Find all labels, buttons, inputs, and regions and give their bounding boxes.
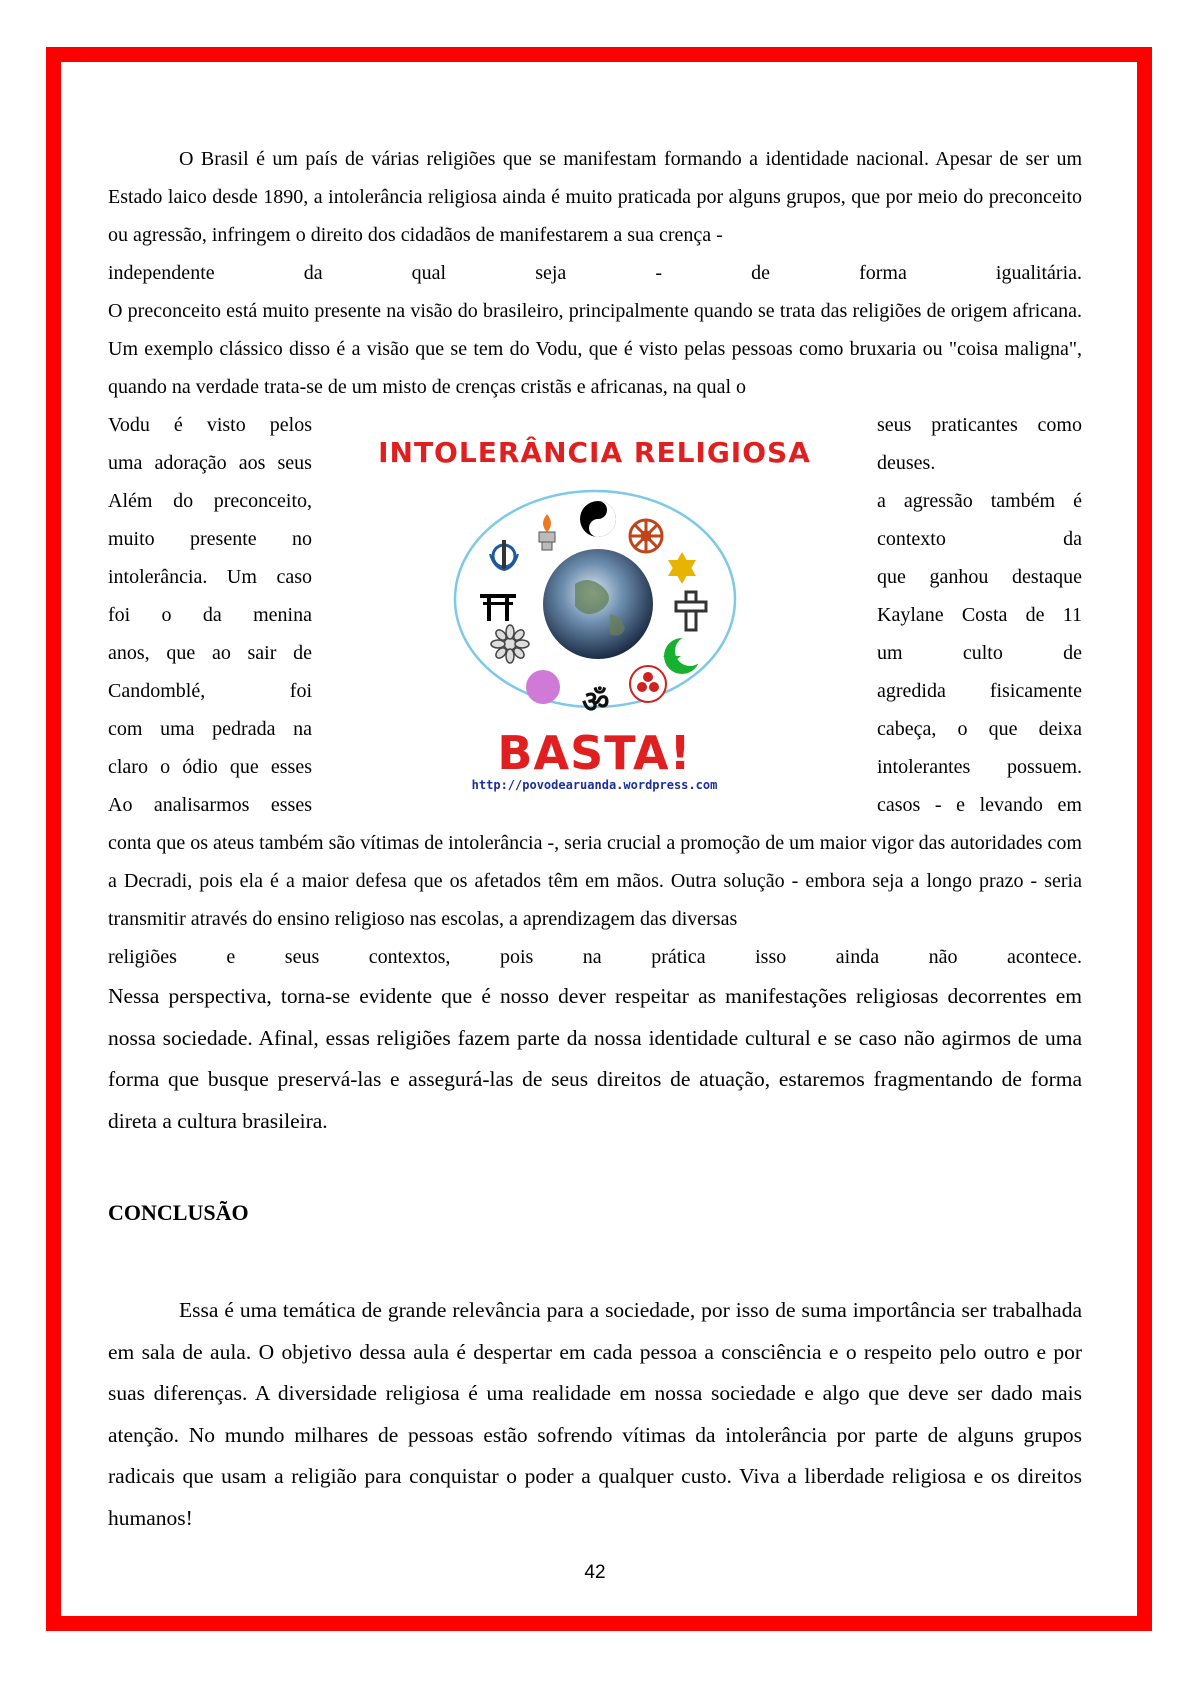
word: seus — [277, 452, 312, 474]
word: qual — [411, 262, 447, 284]
word: não — [928, 946, 958, 968]
column-line — [877, 406, 1082, 444]
word: Um — [226, 566, 257, 588]
word: analisarmos — [153, 794, 250, 816]
word: isso — [755, 946, 787, 968]
word: seja — [535, 262, 567, 284]
lotus-icon — [491, 625, 529, 663]
word: no — [292, 528, 312, 550]
word: religiões — [108, 946, 177, 968]
column-line — [877, 672, 1082, 710]
word: em — [1057, 794, 1082, 816]
paragraph-conclusion: Essa é uma temática de grande relevância para a sociedade, por isso de suma importância ser trabalhada em sala de aula. O objetivo dessa aula é despertar em cada pessoa a consciência e o respeito pelo outro e por suas diferenças. A diversidade religiosa é uma realidade em nossa sociedade e algo que deve ser dado mais atenção. No mundo milhares de pessoas estão sofrendo vítimas da intolerância por parte de alguns grupos radicais que usam a religião para conquistar o poder a qualquer custo. Viva a liberdade religiosa e os direitos humanos! — [108, 1298, 1082, 1530]
column-line — [108, 786, 312, 824]
right-column — [877, 406, 1082, 824]
word: do — [173, 490, 194, 512]
word: possuem. — [1007, 756, 1082, 778]
word: pelos — [269, 414, 312, 436]
paragraph-prejudice: O preconceito está muito presente na visão do brasileiro, principalmente quando se trata das religiões de origem africana. Um exemplo clássico disso é a visão que se tem do Vodu, que é visto pelas pessoas como bruxaria ou "coisa maligna", quando na verdade trata-se de um misto de crenças cristãs e africanas, na qual o — [108, 300, 1082, 398]
column-line — [108, 748, 312, 786]
word: deixa — [1038, 718, 1082, 740]
column-line — [877, 710, 1082, 748]
column-line — [108, 520, 312, 558]
column-line — [877, 786, 1082, 824]
word: Ao — [108, 794, 133, 816]
word: caso — [276, 566, 312, 588]
word: ganhou — [929, 566, 989, 588]
word: uma — [108, 452, 143, 474]
word: de — [751, 262, 770, 284]
word: muito — [108, 528, 155, 550]
word: agredida — [877, 680, 946, 702]
word: menina — [253, 604, 312, 626]
word: da — [1063, 528, 1082, 550]
text-wrap-around-figure — [108, 406, 1082, 824]
word: de — [1025, 604, 1045, 626]
column-line — [877, 596, 1082, 634]
word: casos — [877, 794, 921, 816]
word: da — [202, 604, 222, 626]
word: intolerância. — [108, 566, 208, 588]
column-line — [108, 444, 312, 482]
word: o — [161, 604, 172, 626]
paragraph-perspective: Nessa perspectiva, torna-se evidente que é nosso dever respeitar as manifestações religiosas decorrentes em nossa sociedade. Afinal, essas religiões fazem parte da nossa identidade cultural e se caso não agirmos de uma forma que busque preservá-las e assegurá-las de seus direitos de atuação, estaremos fragmentando de forma direta a cultura brasileira. — [108, 984, 1082, 1133]
column-line — [108, 482, 312, 520]
word: agressão — [903, 490, 973, 512]
column-line — [877, 444, 1082, 482]
word: é — [173, 414, 183, 436]
om-icon: ॐ — [581, 685, 609, 720]
word: - — [934, 794, 942, 816]
page-number: 42 — [584, 1562, 606, 1583]
word: na — [293, 718, 312, 740]
word: como — [1037, 414, 1082, 436]
word: foi — [108, 604, 131, 626]
word: também — [990, 490, 1056, 512]
column-line — [877, 558, 1082, 596]
left-column — [108, 406, 312, 824]
word: ao — [211, 642, 231, 664]
word: esses — [270, 794, 312, 816]
column-line — [877, 482, 1082, 520]
word: a — [877, 490, 886, 512]
poster-image — [340, 406, 850, 792]
word: prática — [651, 946, 706, 968]
page-content — [108, 140, 1082, 1539]
column-line — [108, 672, 312, 710]
word: - — [655, 262, 663, 284]
word: culto — [962, 642, 1003, 664]
pink-circle-icon — [526, 670, 560, 704]
word: pois — [499, 946, 534, 968]
word: seus — [284, 946, 320, 968]
dharma-wheel-icon — [630, 520, 662, 552]
word: ainda — [835, 946, 880, 968]
word: e — [226, 946, 236, 968]
column-line — [108, 558, 312, 596]
word: que — [166, 642, 196, 664]
yin-yang-icon — [580, 501, 616, 537]
word: contexto — [877, 528, 946, 550]
word: de — [293, 642, 312, 664]
word: presente — [190, 528, 257, 550]
word: aos — [238, 452, 266, 474]
paragraph-intro: O Brasil é um país de várias religiões que se manifestam formando a identidade nacional. Apesar de ser um Estado laico desde 1890, a intolerância religiosa ainda é muito praticada por alguns grupos, que por meio do preconceito ou agressão, infringem o direito dos cidadãos de manifestarem a sua crença - — [108, 148, 1082, 246]
word: praticantes — [931, 414, 1018, 436]
word: uma — [160, 718, 195, 740]
word: e — [956, 794, 966, 816]
word: deuses. — [877, 452, 936, 474]
word: cabeça, — [877, 718, 937, 740]
word: Kaylane — [877, 604, 944, 626]
poster-url: http://povodearuanda.wordpress.com — [471, 778, 718, 792]
column-line — [108, 634, 312, 672]
word: acontece. — [1007, 946, 1082, 968]
word: forma — [859, 262, 907, 284]
word: intolerantes — [877, 756, 971, 778]
word: Além — [108, 490, 153, 512]
word: seus — [877, 414, 912, 436]
word: ódio — [182, 756, 218, 778]
word: sair — [247, 642, 277, 664]
poster-title: INTOLERÂNCIA RELIGIOSA — [378, 436, 811, 469]
column-line — [108, 710, 312, 748]
justified-line-1 — [108, 254, 1082, 292]
word: com — [108, 718, 143, 740]
religious-symbols-circle — [450, 484, 740, 724]
trefoil-icon — [630, 666, 666, 702]
column-line — [877, 748, 1082, 786]
word: que — [877, 566, 906, 588]
word: fisicamente — [989, 680, 1082, 702]
word: da — [303, 262, 323, 284]
word: destaque — [1012, 566, 1082, 588]
word: esses — [270, 756, 312, 778]
word: que — [988, 718, 1018, 740]
column-line — [877, 520, 1082, 558]
paragraph-prejudice-continued: conta que os ateus também são vítimas de intolerância -, seria crucial a promoção de um maior vigor das autoridades com a Decradi, pois ela é a maior defesa que os afetados têm em mãos. Outra solução - embora seja a longo prazo - seria transmitir através do ensino religioso nas escolas, a aprendizagem das diversas — [108, 832, 1082, 930]
column-line — [108, 406, 312, 444]
word: um — [877, 642, 903, 664]
word: Vodu — [108, 414, 150, 436]
word: é — [1073, 490, 1082, 512]
word: na — [582, 946, 602, 968]
word: igualitária. — [995, 262, 1082, 284]
word: de — [1063, 642, 1082, 664]
word: pedrada — [212, 718, 276, 740]
column-line — [108, 596, 312, 634]
word: claro — [108, 756, 148, 778]
word: o — [957, 718, 968, 740]
word: o — [160, 756, 171, 778]
word: foi — [289, 680, 312, 702]
word: independente — [108, 262, 215, 284]
poster-slogan: BASTA! — [497, 726, 692, 780]
word: que — [229, 756, 259, 778]
word: preconceito, — [213, 490, 312, 512]
justified-line-2 — [108, 938, 1082, 976]
column-line — [877, 634, 1082, 672]
section-heading-conclusion: CONCLUSÃO — [108, 1200, 249, 1225]
word: contextos, — [368, 946, 451, 968]
word: adoração — [154, 452, 227, 474]
word: 11 — [1062, 604, 1082, 626]
word: levando — [979, 794, 1043, 816]
word: visto — [206, 414, 246, 436]
word: anos, — [108, 642, 150, 664]
word: Candomblé, — [108, 680, 206, 702]
word: Costa — [961, 604, 1008, 626]
